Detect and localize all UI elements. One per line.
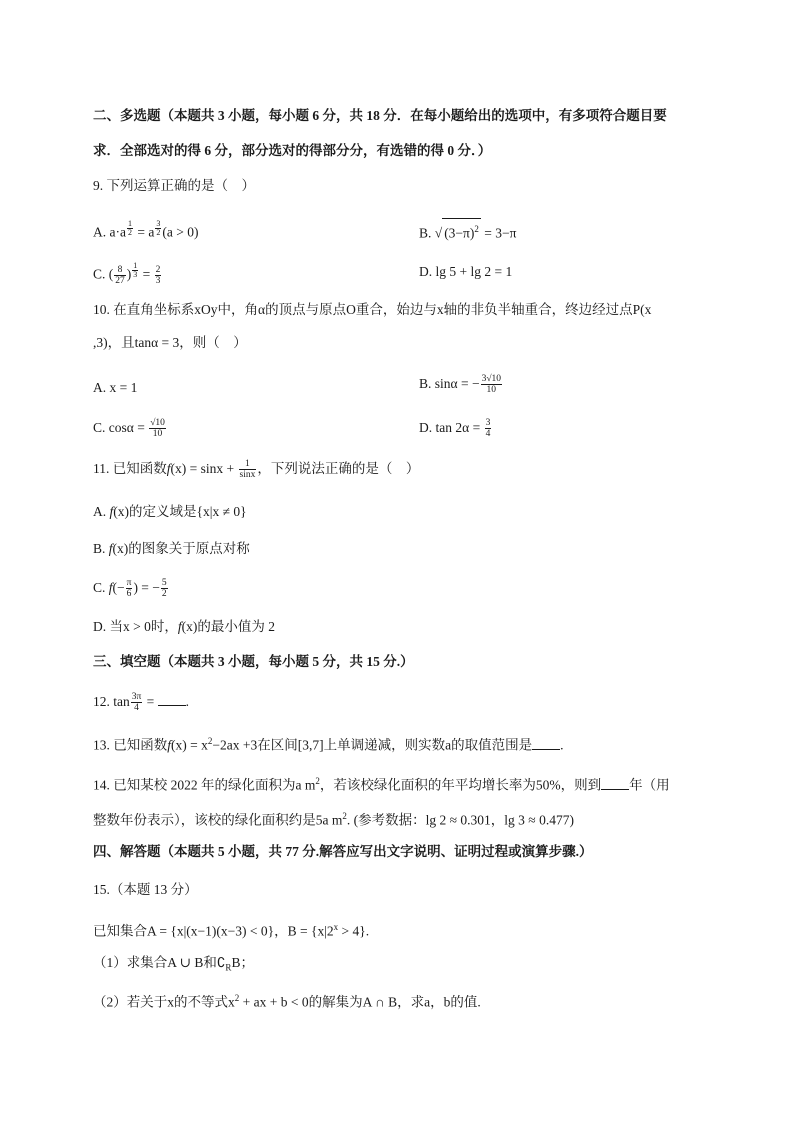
q11-option-c: C. f(− $\frac{\pi}{6}$ ) = − $\frac{5}{2}$ [93, 578, 167, 600]
section-2-header-line2: 求．全部选对的得 6 分，部分选对的得部分分，有选错的得 0 分．） [93, 143, 492, 158]
q10-option-c: C. cosα = $\frac{√10}{10}$ [93, 418, 165, 440]
q15-stem: 已知集合A = {x|(x−1)(x−3) < 0}，$B = \{x|2^x > 4\}$. [93, 922, 370, 939]
q15-title: 15.（本题 13 分） [93, 882, 198, 897]
q14-line1: 14. 已知某校 2022 年的绿化面积为a $m^2$，若该校绿化面积的年平均增长率为50%，则到 年（用 [93, 776, 670, 793]
q11-option-d: D. 当x > 0时，f(x)的最小值为 2 [93, 619, 276, 634]
q9-option-c: C. ( $\frac{8}{27}$ ) $^{\frac{1}{3}}$ = $\frac{2}{3}$ [93, 261, 161, 286]
q9-option-b: B. √ $(3-\pi)^2 = 3-\pi$ [419, 218, 516, 244]
q11-stem: 11. 已知函数f(x) = sinx + $\frac{1}{\sin x}$ ，下列说法正确的是（ ） [93, 459, 420, 481]
q10-stem-line2: ,3)，且tanα = 3，则（ ） [93, 335, 247, 350]
q9-option-d: D. lg 5 + lg 2 = 1 [419, 264, 513, 279]
q15-part1: （1）求集合A ∪ B和$∁_RB$； [93, 955, 254, 973]
q13-answer-blank[interactable] [532, 737, 560, 750]
section-2-header-line1: 二、多选题（本题共 3 小题，每小题 6 分，共 18 分．在每小题给出的选项中，有多项符合题目要 [93, 108, 667, 123]
q15-part2: （2）若关于x的不等式$x^2$ + ax + b < 0的解集为A ∩ B，求a，b的值. [93, 993, 481, 1010]
q10-option-d: D. tan 2α = $\frac{3}{4}$ [419, 418, 491, 440]
q12: 12. tan $\frac{3\pi}{4}$ = . [93, 692, 190, 714]
q14-answer-blank[interactable] [601, 777, 629, 790]
section-4-header: 四、解答题（本题共 5 小题，共 77 分.解答应写出文字说明、证明过程或演算步骤.） [93, 844, 593, 859]
q14-line2: 整数年份表示），该校的绿化面积约是5a $m^2$. (参考数据：lg 2 ≈ 0.301，lg 3 ≈ 0.477) [93, 811, 574, 828]
q9-option-a: A. a·a $^{\frac{1}{2}}$ = a $^{\frac{3}{2}}$ (a > 0) [93, 219, 199, 240]
q9-stem: 9. 下列运算正确的是（ ） [93, 178, 255, 193]
q11-option-b: B. f(x)的图象关于原点对称 [93, 541, 250, 556]
q11-option-a: A. f(x)的定义域是{x|x ≠ 0} [93, 504, 247, 519]
section-3-header: 三、填空题（本题共 3 小题，每小题 5 分，共 15 分.） [93, 654, 414, 669]
q10-stem-line1: 10. 在直角坐标系xOy中，角α的顶点与原点O重合，始边与x轴的非负半轴重合，终边经过点P(x [93, 302, 652, 317]
q12-answer-blank[interactable] [158, 693, 186, 706]
q10-option-b: B. sinα = − $\frac{3√10}{10}$ [419, 374, 502, 396]
q10-option-a: A. x = 1 [93, 380, 138, 395]
q13: 13. 已知函数$f(x) = x^2-2ax +3$在区间[3,7]上单调递减，则实数a的取值范围是 . [93, 736, 564, 753]
